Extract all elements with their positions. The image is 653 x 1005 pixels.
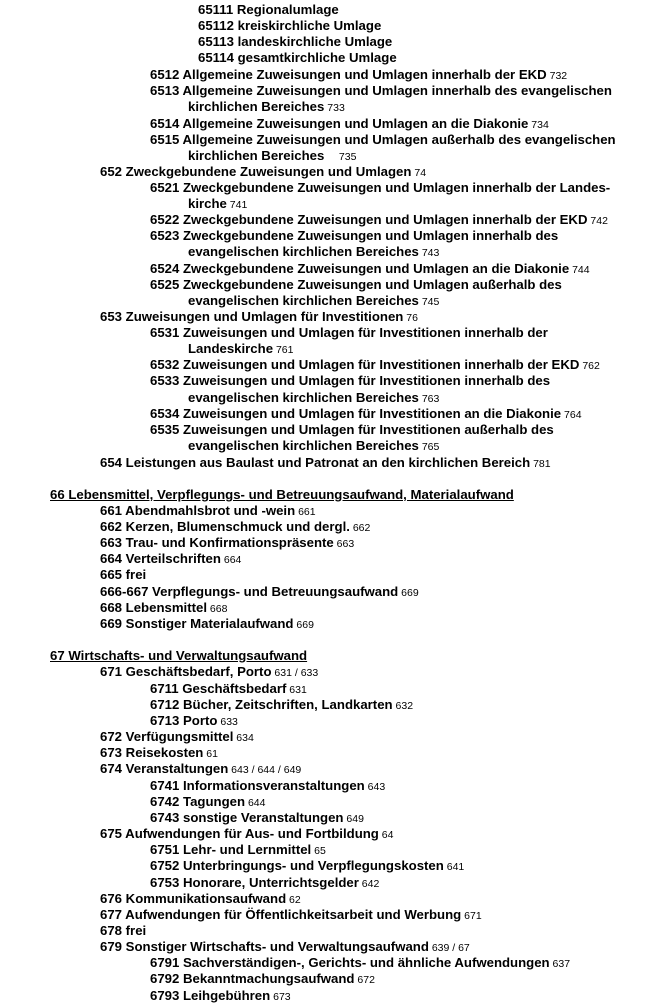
reference-number: 734 xyxy=(528,119,549,131)
account-line xyxy=(150,132,616,148)
reference-number: 65 xyxy=(311,845,326,857)
account-line xyxy=(100,519,370,536)
reference-number: 663 xyxy=(333,538,355,550)
reference-number: 644 xyxy=(245,797,266,809)
account-line xyxy=(150,212,608,229)
account-title: 65113 landeskirchliche Umlage xyxy=(198,34,393,49)
account-title: 674 Veranstaltungen xyxy=(100,761,229,776)
account-title: 6713 Porto xyxy=(150,713,218,728)
reference-number: 634 xyxy=(233,732,254,744)
account-line xyxy=(188,390,439,407)
account-line xyxy=(100,164,426,181)
account-line xyxy=(198,2,339,18)
account-title: 6535 Zuweisungen und Umlagen für Investitionen außerhalb des xyxy=(150,422,554,437)
account-title: 6524 Zweckgebundene Zuweisungen und Umlagen an die Diakonie xyxy=(150,261,570,276)
account-line xyxy=(150,277,562,293)
account-title: 665 frei xyxy=(100,567,147,582)
account-title: kirchlichen Bereiches xyxy=(188,148,325,163)
reference-number: 639 / 67 xyxy=(428,942,470,954)
account-line xyxy=(150,422,554,438)
reference-number: 733 xyxy=(324,102,345,114)
account-line xyxy=(100,616,314,633)
account-line xyxy=(188,293,439,310)
account-line xyxy=(188,438,439,455)
account-title: 679 Sonstiger Wirtschafts- und Verwaltungsaufwand xyxy=(100,939,429,954)
reference-number: 668 xyxy=(207,603,228,615)
account-title: 6522 Zweckgebundene Zuweisungen und Umlagen innerhalb der EKD xyxy=(150,212,588,227)
account-line xyxy=(100,567,146,583)
section-heading xyxy=(50,648,307,664)
account-title: 661 Abendmahlsbrot und -wein xyxy=(100,503,296,518)
account-title: kirche xyxy=(188,196,227,211)
account-line xyxy=(100,535,354,552)
reference-number: 642 xyxy=(358,878,380,890)
account-line xyxy=(150,875,379,892)
account-line xyxy=(100,309,418,326)
reference-number: 781 xyxy=(530,458,551,470)
account-line xyxy=(150,228,558,244)
account-title: evangelischen kirchlichen Bereiches xyxy=(188,244,419,259)
reference-number: 673 xyxy=(270,991,291,1003)
reference-number: 662 xyxy=(349,522,371,534)
account-line xyxy=(150,406,582,423)
reference-number: 669 xyxy=(293,619,314,631)
account-title: 65112 kreiskirchliche Umlage xyxy=(198,18,382,33)
account-title: 65111 Regionalumlage xyxy=(198,2,339,17)
account-title: Landeskirche xyxy=(188,341,274,356)
reference-number: 643 / 644 / 649 xyxy=(228,764,302,776)
account-title: 66 Lebensmittel, Verpflegungs- und Betreuungsaufwand, Materialaufwand xyxy=(50,487,514,502)
account-title: 6532 Zuweisungen und Umlagen für Investitionen innerhalb der EKD xyxy=(150,357,580,372)
account-line xyxy=(150,180,610,196)
account-title: 6534 Zuweisungen und Umlagen für Investitionen an die Diakonie xyxy=(150,406,562,421)
reference-number: 744 xyxy=(569,264,590,276)
reference-number: 64 xyxy=(378,829,394,841)
reference-number: 761 xyxy=(273,344,294,356)
account-title: 6533 Zuweisungen und Umlagen für Investitionen innerhalb des xyxy=(150,373,551,388)
account-title: 6743 sonstige Veranstaltungen xyxy=(150,810,344,825)
account-line xyxy=(100,455,551,472)
account-title: 664 Verteilschriften xyxy=(100,551,221,566)
account-title: 6792 Bekanntmachungsaufwand xyxy=(150,971,355,986)
account-line xyxy=(150,858,464,875)
reference-number: 632 xyxy=(392,700,414,712)
reference-number: 61 xyxy=(203,748,218,760)
account-line xyxy=(100,923,146,939)
account-title: 6791 Sachverständigen-, Gerichts- und ähnliche Aufwendungen xyxy=(150,955,550,970)
account-title: 6525 Zweckgebundene Zuweisungen und Umlagen außerhalb des xyxy=(150,277,562,292)
account-title: 668 Lebensmittel xyxy=(100,600,208,615)
account-title: 653 Zuweisungen und Umlagen für Investitionen xyxy=(100,309,404,324)
reference-number: 74 xyxy=(411,167,427,179)
account-title: 676 Kommunikationsaufwand xyxy=(100,891,287,906)
account-line xyxy=(150,116,549,133)
account-line xyxy=(150,261,590,278)
account-line xyxy=(100,551,241,568)
reference-number: 764 xyxy=(561,409,582,421)
account-line xyxy=(100,664,318,681)
account-title: 671 Geschäftsbedarf, Porto xyxy=(100,664,272,679)
account-title: 678 frei xyxy=(100,923,147,938)
account-line xyxy=(188,341,293,358)
account-line xyxy=(150,373,550,389)
account-line xyxy=(198,50,397,66)
account-line xyxy=(150,988,291,1005)
account-title: 663 Trau- und Konfirmationspräsente xyxy=(100,535,334,550)
account-title: evangelischen kirchlichen Bereiches xyxy=(188,438,419,453)
account-title: 677 Aufwendungen für Öffentlichkeitsarbeit und Werbung xyxy=(100,907,462,922)
account-title: 672 Verfügungsmittel xyxy=(100,729,234,744)
account-title: 6711 Geschäftsbedarf xyxy=(150,681,287,696)
reference-number: 643 xyxy=(364,781,386,793)
account-line xyxy=(100,761,301,778)
account-line xyxy=(100,939,470,956)
account-title: kirchlichen Bereiches xyxy=(188,99,325,114)
reference-number: 762 xyxy=(579,360,600,372)
account-title: 662 Kerzen, Blumenschmuck und dergl. xyxy=(100,519,350,534)
account-title: 652 Zweckgebundene Zuweisungen und Umlagen xyxy=(100,164,412,179)
account-line xyxy=(100,826,393,843)
reference-number: 631 / 633 xyxy=(271,667,319,679)
reference-number: 671 xyxy=(461,910,482,922)
section-heading xyxy=(50,487,514,503)
account-line xyxy=(100,600,227,617)
reference-number: 641 xyxy=(443,861,465,873)
account-line xyxy=(150,778,385,795)
account-line xyxy=(150,325,548,341)
reference-number: 672 xyxy=(354,974,375,986)
account-line xyxy=(188,99,345,116)
reference-number: 742 xyxy=(587,215,608,227)
account-title: 6512 Allgemeine Zuweisungen und Umlagen innerhalb der EKD xyxy=(150,67,547,82)
account-line xyxy=(150,971,375,988)
account-title: 6531 Zuweisungen und Umlagen für Investitionen innerhalb der xyxy=(150,325,548,340)
reference-number: 62 xyxy=(286,894,301,906)
reference-number: 743 xyxy=(418,247,440,259)
reference-number: 669 xyxy=(398,587,419,599)
reference-number: 76 xyxy=(403,312,418,324)
account-title: evangelischen kirchlichen Bereiches xyxy=(188,390,419,405)
account-line xyxy=(150,955,570,972)
account-line xyxy=(150,697,413,714)
account-title: 6513 Allgemeine Zuweisungen und Umlagen innerhalb des evangelischen xyxy=(150,83,612,98)
account-line xyxy=(188,244,439,261)
account-title: 65114 gesamtkirchliche Umlage xyxy=(198,50,397,65)
reference-number: 763 xyxy=(418,393,440,405)
account-title: 6741 Informationsveranstaltungen xyxy=(150,778,365,793)
account-line xyxy=(198,18,381,34)
account-line xyxy=(150,67,567,84)
reference-number: 765 xyxy=(418,441,440,453)
reference-number: 637 xyxy=(549,958,571,970)
account-title: 67 Wirtschafts- und Verwaltungsaufwand xyxy=(50,648,308,663)
account-title: 669 Sonstiger Materialaufwand xyxy=(100,616,294,631)
account-title: 6742 Tagungen xyxy=(150,794,246,809)
account-line xyxy=(100,729,254,746)
account-line xyxy=(100,907,482,924)
account-title: 6753 Honorare, Unterrichtsgelder xyxy=(150,875,359,890)
account-title: 6712 Bücher, Zeitschriften, Landkarten xyxy=(150,697,393,712)
account-title: 654 Leistungen aus Baulast und Patronat an den kirchlichen Bereich xyxy=(100,455,531,470)
account-title: 6521 Zweckgebundene Zuweisungen und Umlagen innerhalb der Landes- xyxy=(150,180,611,195)
reference-number: 661 xyxy=(295,506,316,518)
account-title: 6751 Lehr- und Lernmittel xyxy=(150,842,312,857)
reference-number: 732 xyxy=(546,70,568,82)
account-line xyxy=(150,842,326,859)
account-title: 6514 Allgemeine Zuweisungen und Umlagen an die Diakonie xyxy=(150,116,529,131)
account-title: 6523 Zweckgebundene Zuweisungen und Umlagen innerhalb des xyxy=(150,228,559,243)
account-line xyxy=(150,357,600,374)
account-line xyxy=(150,681,307,698)
account-title: evangelischen kirchlichen Bereiches xyxy=(188,293,419,308)
reference-number: 633 xyxy=(217,716,238,728)
account-line xyxy=(150,83,612,99)
reference-number: 741 xyxy=(226,199,248,211)
account-line xyxy=(100,503,316,520)
account-line xyxy=(188,148,356,165)
account-line xyxy=(198,34,392,50)
account-line xyxy=(100,745,218,762)
reference-number: 745 xyxy=(418,296,440,308)
account-line xyxy=(100,891,301,908)
account-line xyxy=(188,196,247,213)
account-title: 6752 Unterbringungs- und Verpflegungskosten xyxy=(150,858,444,873)
reference-number: 631 xyxy=(286,684,307,696)
reference-number: 735 xyxy=(324,151,357,163)
account-title: 6793 Leihgebühren xyxy=(150,988,271,1003)
account-line xyxy=(150,810,364,827)
account-line xyxy=(150,713,238,730)
reference-number: 664 xyxy=(220,554,242,566)
account-title: 673 Reisekosten xyxy=(100,745,204,760)
account-title: 675 Aufwendungen für Aus- und Fortbildung xyxy=(100,826,379,841)
account-title: 6515 Allgemeine Zuweisungen und Umlagen außerhalb des evangelischen xyxy=(150,132,616,147)
account-line xyxy=(100,584,419,601)
reference-number: 649 xyxy=(343,813,364,825)
account-title: 666-667 Verpflegungs- und Betreuungsaufwand xyxy=(100,584,399,599)
account-line xyxy=(150,794,265,811)
